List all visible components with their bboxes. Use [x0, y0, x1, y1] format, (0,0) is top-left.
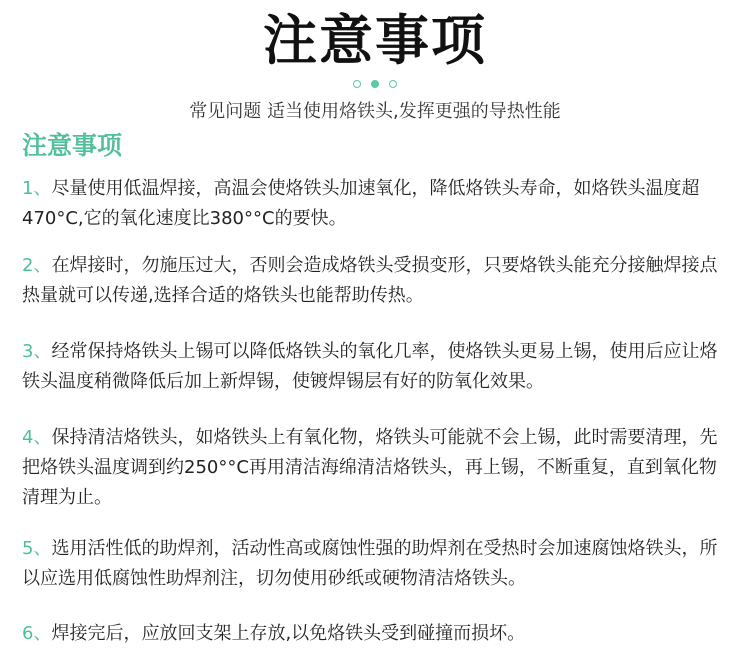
item-number: 3、: [22, 341, 52, 362]
list-item: [22, 174, 728, 234]
carousel-dot[interactable]: [353, 80, 361, 88]
item-text: 保持清洁烙铁头，如烙铁头上有氧化物，烙铁头可能就不会上锡，此时需要清理，先把烙铁头温度调到约250°°C再用清洁海绵清洁烙铁头，再上锡，不断重复，直到氧化物清理为止。: [22, 427, 718, 508]
item-number: 1、: [22, 178, 52, 199]
section-heading: 注意事项: [22, 131, 123, 160]
list-item: [22, 534, 728, 594]
item-text: 选用活性低的助焊剂，活动性高或腐蚀性强的助焊剂在受热时会加速腐蚀烙铁头，所以应选用低腐蚀性助焊剂注，切勿使用砂纸或硬物清洁烙铁头。: [22, 538, 718, 589]
item-number: 4、: [22, 427, 52, 448]
page-title: 注意事项: [263, 9, 487, 72]
item-text: 尽量使用低温焊接，高温会使烙铁头加速氧化，降低烙铁头寿命，如烙铁头温度超470°C,它的氧化速度比380°°C的要快。: [22, 178, 700, 229]
item-text: 在焊接时，勿施压过大，否则会造成烙铁头受损变形，只要烙铁头能充分接触焊接点热量就可以传递,选择合适的烙铁头也能帮助传热。: [22, 255, 718, 306]
list-item: [22, 337, 728, 397]
list-item: [22, 619, 728, 649]
carousel-dots: [0, 80, 750, 88]
item-number: 5、: [22, 538, 52, 559]
item-number: 6、: [22, 623, 52, 644]
list-item: [22, 423, 728, 513]
page-subtitle: 常见问题 适当使用烙铁头,发挥更强的导热性能: [189, 101, 561, 122]
item-text: 焊接完后，应放回支架上存放,以免烙铁头受到碰撞而损坏。: [51, 623, 526, 644]
item-number: 2、: [22, 255, 52, 276]
list-item: [22, 251, 728, 311]
carousel-dot[interactable]: [389, 80, 397, 88]
item-text: 经常保持烙铁头上锡可以降低烙铁头的氧化几率，使烙铁头更易上锡，使用后应让烙铁头温度稍微降低后加上新焊锡，使镀焊锡层有好的防氧化效果。: [22, 341, 718, 392]
carousel-dot-active[interactable]: [371, 80, 379, 88]
